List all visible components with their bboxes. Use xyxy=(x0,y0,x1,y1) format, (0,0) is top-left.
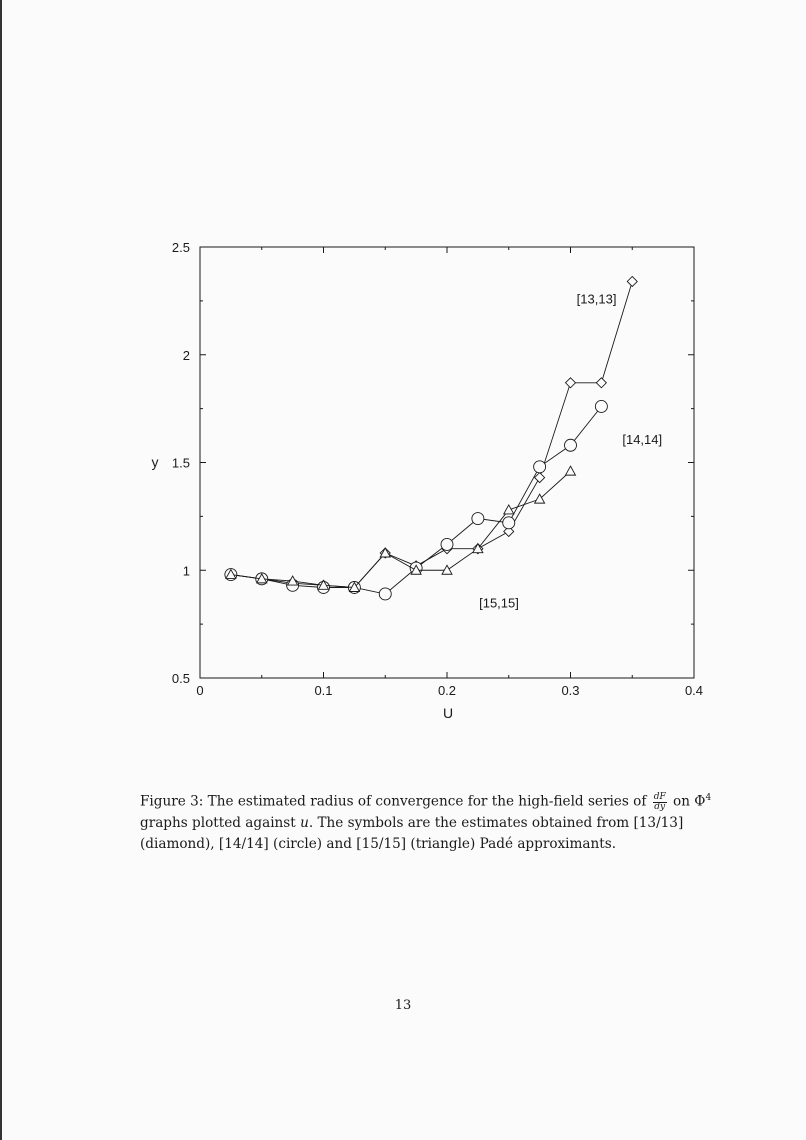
x-tick-label: 0.3 xyxy=(561,683,580,698)
diamond-point xyxy=(627,276,637,286)
circle-point xyxy=(565,439,577,451)
data-series xyxy=(225,276,637,599)
triangle-point xyxy=(442,565,452,574)
circle-point xyxy=(472,513,484,525)
circle-point xyxy=(595,400,607,412)
plot-frame xyxy=(200,247,694,678)
series-annotation: [15,15] xyxy=(479,595,519,611)
phi-power: 4 xyxy=(705,793,712,803)
fraction-denominator: dy xyxy=(654,801,666,812)
x-axis-label: U xyxy=(442,705,454,721)
caption-rest: graphs plotted against xyxy=(140,814,296,831)
y-tick-label: 0.5 xyxy=(171,671,190,686)
diamond-point xyxy=(566,378,576,388)
figure-caption xyxy=(140,788,730,855)
caption-rest-2: . The symbols are the estimates obtained from [13/13] (diamond), [14/14] (circle) and [15/15] (triangle) Padé approximants. xyxy=(140,814,684,852)
derivative-fraction xyxy=(653,793,667,812)
diamond-point xyxy=(596,378,606,388)
circle-point xyxy=(534,461,546,473)
triangle-series xyxy=(226,466,576,591)
y-axis-label: y xyxy=(151,454,159,470)
x-tick-label: 0.1 xyxy=(314,683,333,698)
axis-ticks xyxy=(200,247,694,678)
y-tick-label: 2 xyxy=(182,347,190,363)
caption-prefix: Figure 3: The estimated radius of convergence for the high-field series of xyxy=(140,793,647,810)
caption-variable-u: u xyxy=(300,814,309,831)
circle-point xyxy=(379,588,391,600)
y-tick-label: 1 xyxy=(182,563,190,579)
fraction-numerator: dF xyxy=(653,791,666,802)
diamond-series-line xyxy=(231,281,632,587)
x-tick-label: 0.2 xyxy=(437,683,457,698)
y-tick-label: 1.5 xyxy=(171,455,190,471)
x-tick-label: 0.4 xyxy=(684,683,704,698)
triangle-series-line xyxy=(231,471,571,587)
page-number: 13 xyxy=(394,998,412,1013)
axis-tick-labels xyxy=(172,240,703,698)
circle-point xyxy=(503,517,515,529)
triangle-point xyxy=(504,505,514,514)
diamond-series xyxy=(226,276,637,592)
y-tick-label: 2.5 xyxy=(171,240,190,255)
series-annotation: [14,14] xyxy=(622,431,663,447)
triangle-point xyxy=(566,466,576,475)
caption-on-phi: on Φ xyxy=(673,793,706,810)
x-tick-label: 0 xyxy=(196,683,204,698)
series-annotation: [13,13] xyxy=(576,291,617,307)
circle-point xyxy=(441,538,453,550)
